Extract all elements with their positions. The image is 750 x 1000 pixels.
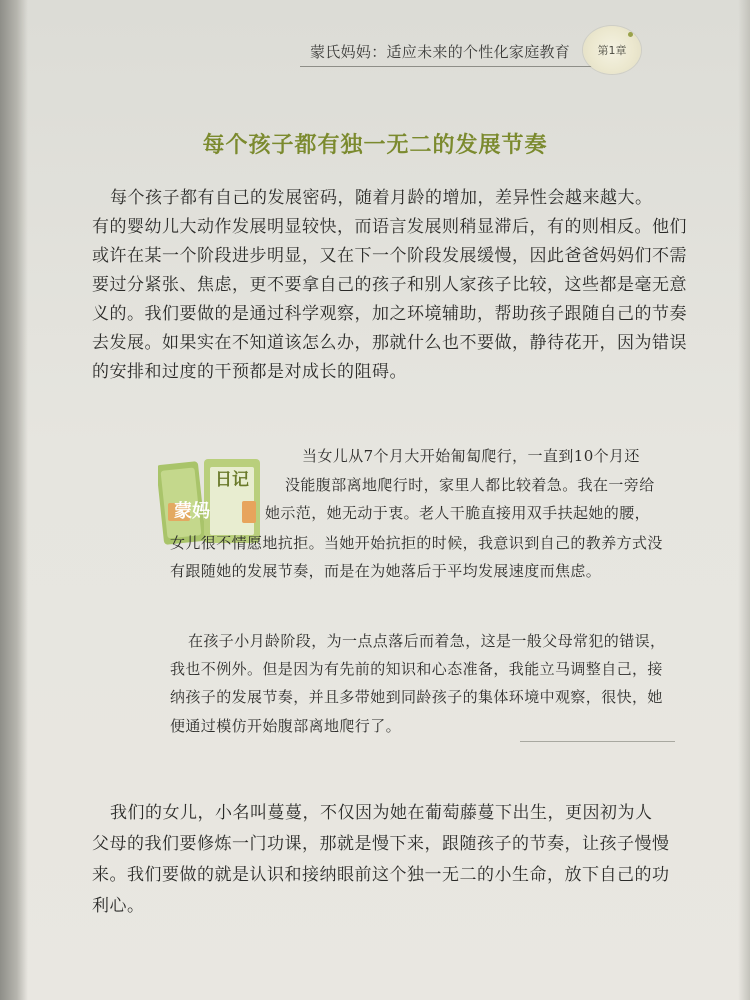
diary-line-8: 纳孩子的发展节奏，并且多带她到同龄孩子的集体环境中观察，很快，她: [170, 688, 663, 706]
closing-line-1: 我们的女儿，小名叫蔓蔓，不仅因为她在葡萄藤蔓下出生，更因初为人: [110, 803, 653, 823]
diary-line-7: 我也不例外。但是因为有先前的知识和心态准备，我能立马调整自己，接: [170, 660, 663, 678]
diary-line-4: 女儿很不情愿地抗拒。当她开始抗拒的时候，我意识到自己的教养方式没: [170, 534, 663, 552]
closing-line-2: 父母的我们要修炼一门功课，那就是慢下来，跟随孩子的节奏，让孩子慢慢: [92, 834, 670, 854]
intro-line-3: 或许在某一个阶段进步明显，又在下一个阶段发展缓慢，因此爸爸妈妈们不需: [92, 246, 687, 266]
intro-line-2: 有的婴幼儿大动作发展明显较快，而语言发展则稍显滞后，有的则相反。他们: [92, 217, 687, 237]
diary-icon-text-bottom: 蒙妈: [174, 501, 210, 522]
section-title: 每个孩子都有独一无二的发展节奏: [202, 132, 548, 158]
closing-line-4: 利心。: [92, 896, 145, 916]
badge-dot: [628, 32, 633, 37]
closing-line-3: 来。我们要做的就是认识和接纳眼前这个独一无二的小生命，放下自己的功: [92, 865, 670, 885]
diary-line-2: 没能腹部离地爬行时，家里人都比较着急。我在一旁给: [285, 476, 655, 494]
intro-line-1: 每个孩子都有自己的发展密码，随着月龄的增加，差异性会越来越大。: [110, 188, 653, 208]
diary-end-rule: [520, 741, 675, 742]
intro-line-4: 要过分紧张、焦虑，更不要拿自己的孩子和别人家孩子比较，这些都是毫无意: [92, 275, 687, 295]
diary-line-5: 有跟随她的发展节奏，而是在为她落后于平均发展速度而焦虑。: [170, 562, 602, 580]
diary-icon-text-top: 日记: [215, 470, 249, 490]
diary-line-9: 便通过模仿开始腹部离地爬行了。: [170, 717, 402, 735]
book-title: 蒙氏妈妈：适应未来的个性化家庭教育: [310, 42, 571, 61]
chapter-label: 第1章: [597, 44, 627, 57]
intro-line-6: 去发展。如果实在不知道该怎么办，那就什么也不要做，静待花开，因为错误: [92, 333, 687, 353]
intro-line-7: 的安排和过度的干预都是对成长的阻碍。: [92, 362, 407, 382]
header-rule: [300, 66, 595, 67]
diary-line-6: 在孩子小月龄阶段，为一点点落后而着急，这是一般父母常犯的错误，: [188, 632, 666, 650]
diary-line-1: 当女儿从7个月大开始匍匐爬行，一直到10个月还: [302, 447, 640, 465]
intro-line-5: 义的。我们要做的是通过科学观察，加之环境辅助，帮助孩子跟随自己的节奏: [92, 304, 687, 324]
running-header: [310, 38, 570, 64]
diary-line-3: 她示范，她无动于衷。老人干脆直接用双手扶起她的腰，: [265, 504, 651, 522]
